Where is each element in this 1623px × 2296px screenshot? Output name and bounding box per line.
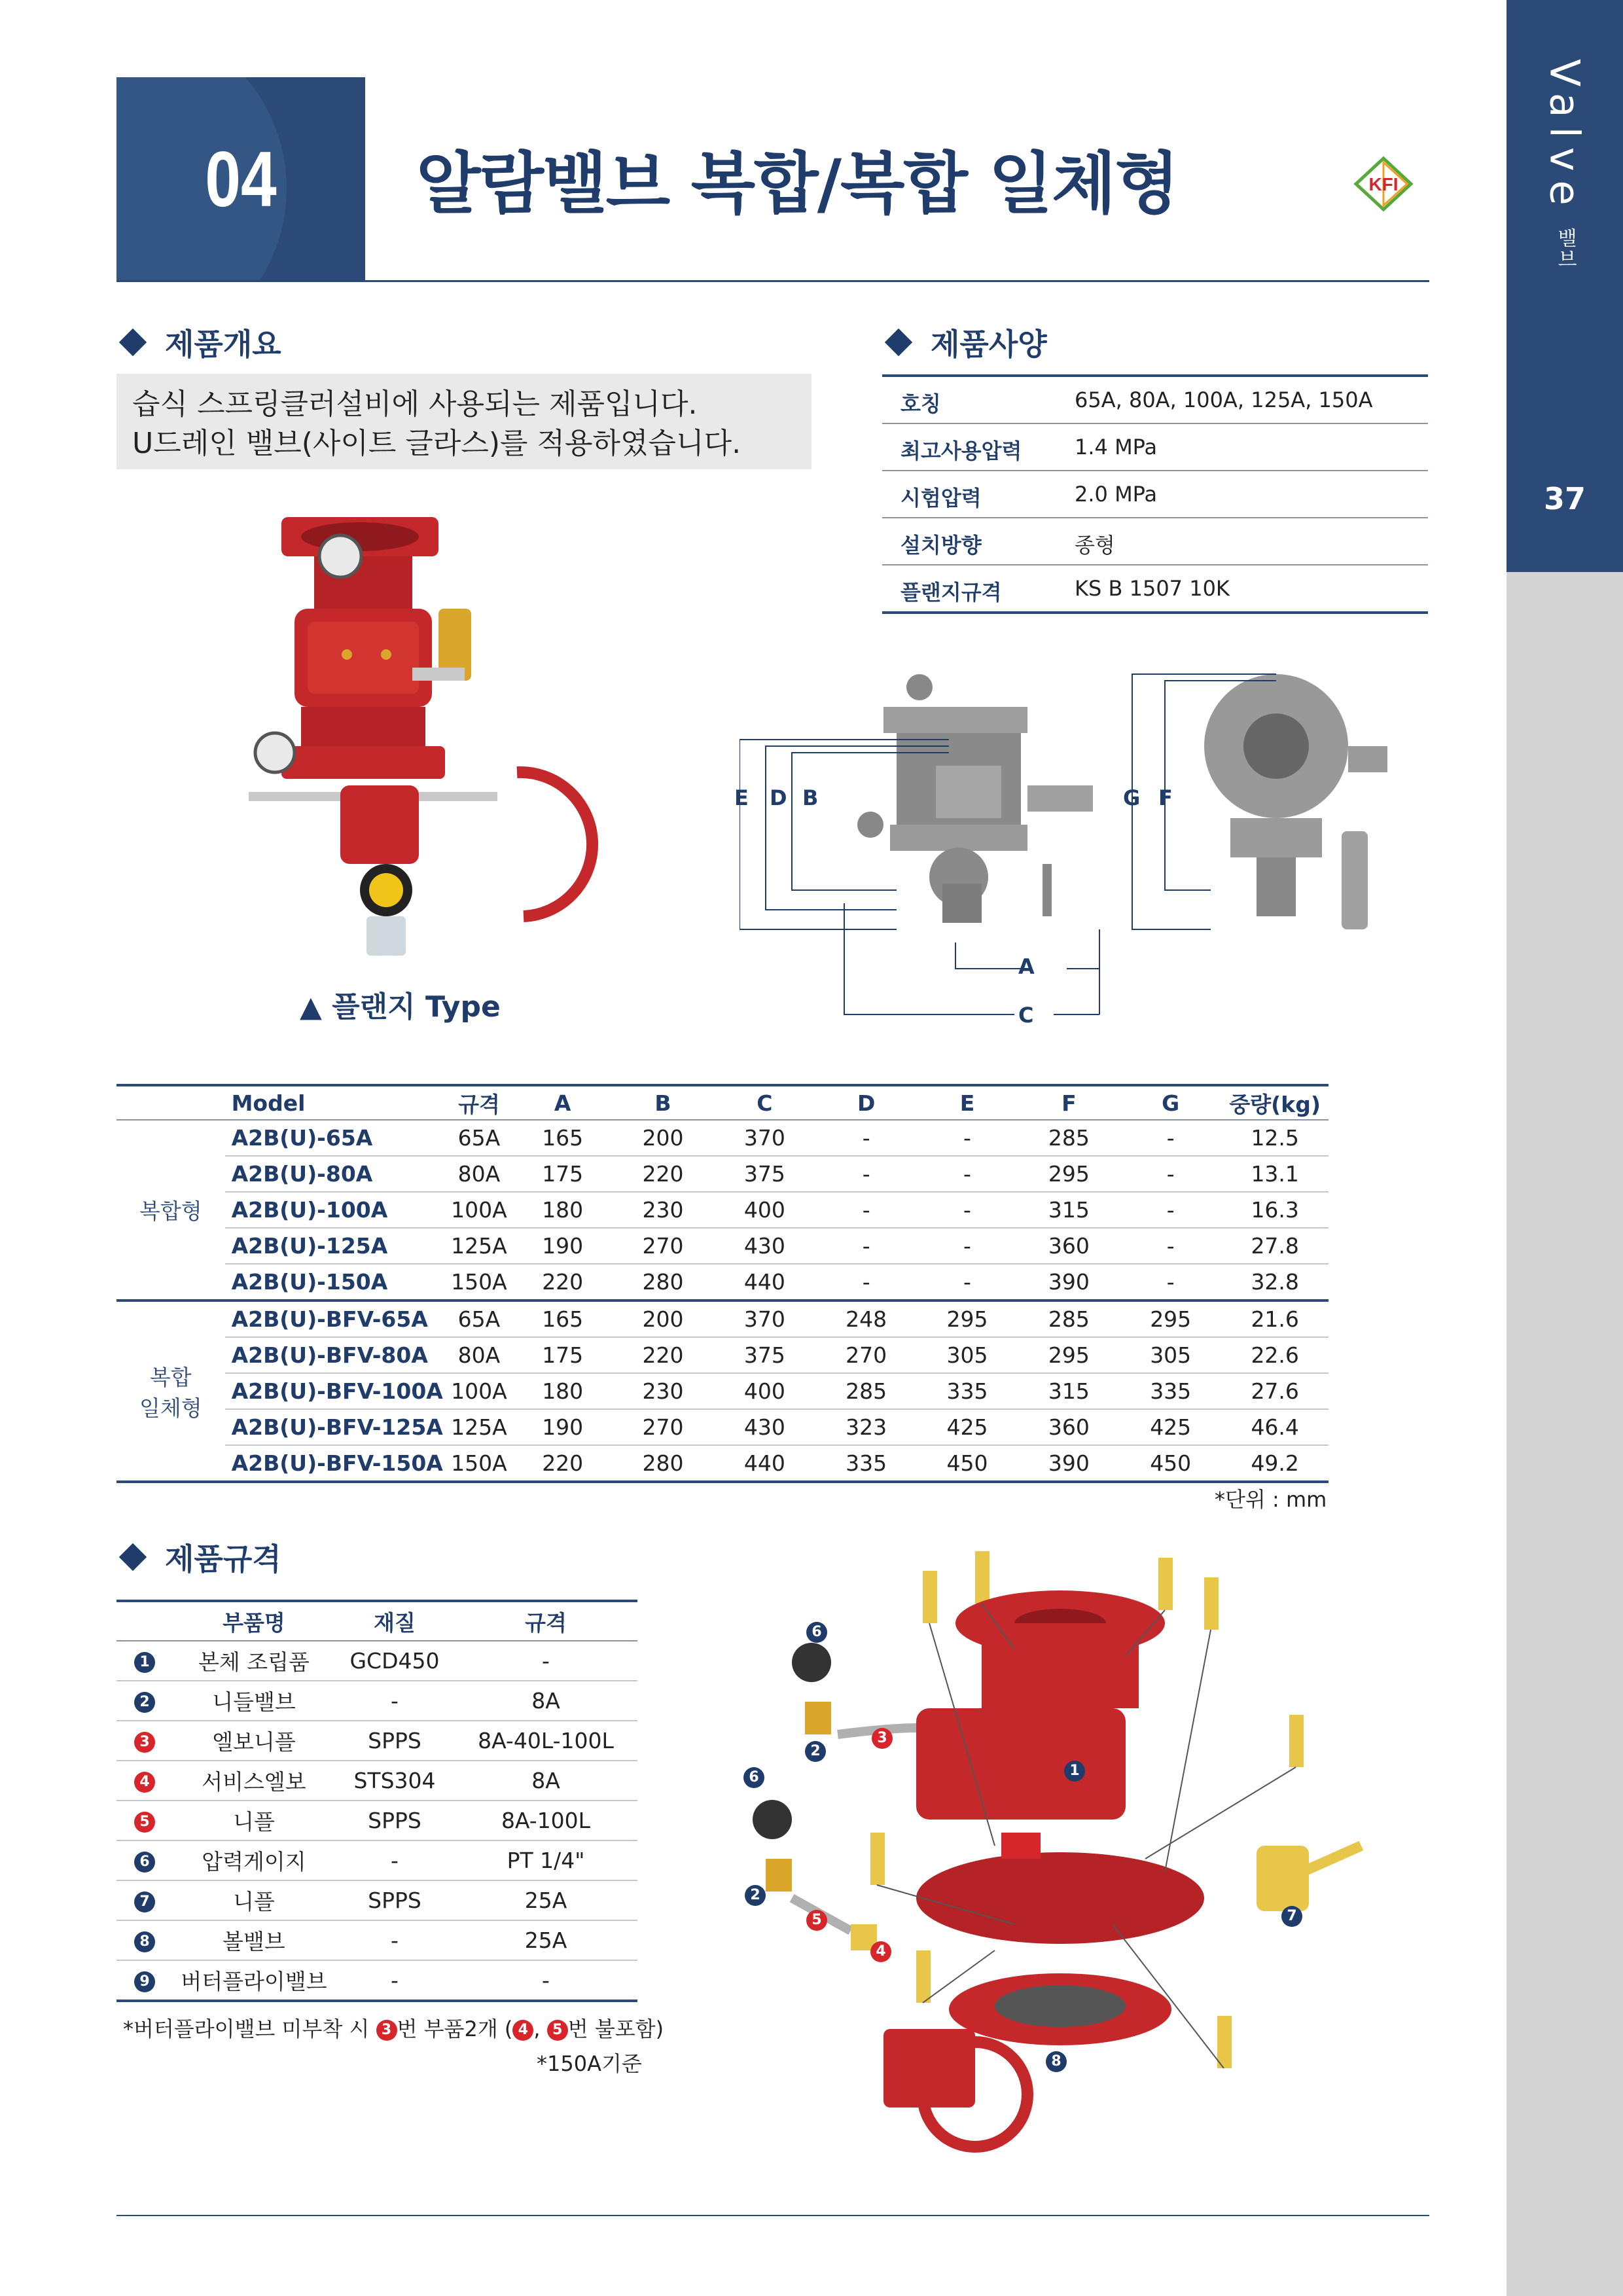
cell: 335 [916,1373,1018,1409]
model-cell: A2B(U)-150A [225,1264,446,1300]
unit-note: *단위 : mm [1215,1487,1327,1512]
cell: 180 [512,1373,613,1409]
cell: 180 [512,1192,613,1228]
part-spec: 8A [454,1681,637,1721]
cell: - [916,1156,1018,1192]
cell: 270 [613,1228,713,1264]
cell: 65A [446,1300,512,1337]
cell: 323 [816,1409,916,1445]
side-word: Valve [1541,59,1589,215]
cell: 270 [613,1409,713,1445]
col-header: 재질 [335,1601,454,1641]
table-row [116,1264,1329,1300]
cell: - [916,1192,1018,1228]
cell: - [816,1228,916,1264]
cell: - [1120,1156,1221,1192]
cell: 285 [1018,1300,1120,1337]
cell: 285 [1018,1120,1120,1156]
col-header: B [613,1085,713,1120]
col-group [116,1085,225,1120]
overview-box [116,374,812,469]
table-row [116,1721,637,1761]
spec-row [882,377,1428,424]
col-header: F [1018,1085,1120,1120]
parts-note-2: *150A기준 [537,2051,642,2076]
dim-label-e: E [734,785,749,810]
part-number-badge: 7 [134,1892,155,1912]
specs-heading-text: 제품사양 [931,327,1047,362]
cell: 220 [512,1264,613,1300]
parts-heading [116,1535,281,1579]
group-label [116,1300,225,1482]
part-spec: 8A [454,1761,637,1801]
cell: 16.3 [1221,1192,1329,1228]
header-divider [116,280,1429,282]
model-cell: A2B(U)-BFV-150A [225,1445,446,1482]
cell: 370 [713,1120,816,1156]
table-row [116,1681,637,1721]
part-name: 버터플라이밸브 [173,1960,335,2001]
col-header: 규격 [446,1085,512,1120]
cell: 360 [1018,1409,1120,1445]
part-number-badge: 5 [134,1812,155,1833]
part-name: 본체 조립품 [173,1641,335,1681]
cell: 220 [613,1337,713,1373]
callout-6: 6 [806,1622,827,1643]
cell: 450 [1120,1445,1221,1482]
cell: 375 [713,1337,816,1373]
part-material: SPPS [335,1880,454,1920]
cell: 200 [613,1120,713,1156]
spec-value: 종형 [1075,533,1115,558]
cell: 430 [713,1409,816,1445]
dimension-drawing [740,668,1433,1034]
dim-label-c: C [1018,1003,1034,1028]
note-text: , [533,2017,547,2041]
cell: - [1120,1192,1221,1228]
callout-3: 3 [872,1728,893,1749]
cell: 220 [512,1445,613,1482]
table-row [116,1801,637,1840]
cell: 150A [446,1445,512,1482]
spec-value: 2.0 MPa [1075,482,1158,507]
col-header: A [512,1085,613,1120]
overview-line-2: U드레인 밸브(사이트 글라스)를 적용하였습니다. [132,427,741,460]
cell: 390 [1018,1264,1120,1300]
part-material: - [335,1681,454,1721]
callout-2: 2 [805,1741,826,1762]
cell: 150A [446,1264,512,1300]
table-row [116,1960,637,2001]
cell: 190 [512,1409,613,1445]
group-label-line-2: 일체형 [139,1395,202,1421]
cell: 200 [613,1300,713,1337]
part-number-badge: 2 [134,1692,155,1713]
cell: 285 [816,1373,916,1409]
cell: 375 [713,1156,816,1192]
cell: 280 [613,1445,713,1482]
cell: 21.6 [1221,1300,1329,1337]
cell: 450 [916,1445,1018,1482]
cell: - [816,1120,916,1156]
dim-label-a: A [1018,954,1035,979]
cell: 295 [916,1300,1018,1337]
spec-key: 설치방향 [901,533,982,558]
diamond-bullet-icon [885,329,912,356]
cell: 425 [1120,1409,1221,1445]
cell: - [1120,1120,1221,1156]
spec-value: KS B 1507 10K [1075,576,1230,601]
part-number-badge: 1 [134,1652,155,1673]
part-name: 니플 [173,1880,335,1920]
cell: 175 [512,1156,613,1192]
part-material: SPPS [335,1721,454,1761]
spec-row [882,565,1428,614]
specs-heading [882,321,1047,364]
cell: 360 [1018,1228,1120,1264]
model-cell: A2B(U)-BFV-80A [225,1337,446,1373]
model-cell: A2B(U)-100A [225,1192,446,1228]
group-label-line-1: 복합 [149,1364,192,1390]
col-header: D [816,1085,916,1120]
overview-heading-text: 제품개요 [165,327,281,362]
part-name: 니플 [173,1801,335,1840]
cell: 305 [916,1337,1018,1373]
part-material: - [335,1960,454,2001]
table-row [116,1120,1329,1156]
part-name: 볼밸브 [173,1920,335,1960]
cell: 425 [916,1409,1018,1445]
cell: 248 [816,1300,916,1337]
table-row [116,1373,1329,1409]
model-cell: A2B(U)-65A [225,1120,446,1156]
parts-heading-text: 제품규격 [165,1541,281,1577]
cell: - [916,1228,1018,1264]
table-row [116,1761,637,1801]
note-text: *버터플라이밸브 미부착 시 [123,2017,376,2041]
table-row [116,1337,1329,1373]
table-row [116,1300,1329,1337]
cell: 440 [713,1445,816,1482]
cell: 100A [446,1373,512,1409]
cell: 175 [512,1337,613,1373]
cell: 32.8 [1221,1264,1329,1300]
spec-value: 65A, 80A, 100A, 125A, 150A [1075,387,1373,412]
table-row [116,1409,1329,1445]
col-header: G [1120,1085,1221,1120]
part-name: 압력게이지 [173,1840,335,1880]
cell: 80A [446,1337,512,1373]
cell: 230 [613,1192,713,1228]
cell: 12.5 [1221,1120,1329,1156]
chapter-number-box [116,77,365,281]
spec-key: 최고사용압력 [901,439,1022,463]
part-number-badge: 3 [134,1732,155,1753]
part-spec: 25A [454,1920,637,1960]
cell: 315 [1018,1192,1120,1228]
cell: 390 [1018,1445,1120,1482]
cell: 305 [1120,1337,1221,1373]
part-spec: 8A-40L-100L [454,1721,637,1761]
note-badge: 4 [512,2020,533,2041]
callout-8: 8 [1046,2051,1067,2072]
callout-6b: 6 [743,1767,764,1788]
model-cell: A2B(U)-80A [225,1156,446,1192]
footer-divider [116,2215,1429,2216]
col-header: 규격 [454,1601,637,1641]
part-spec: PT 1/4" [454,1840,637,1880]
cell: 190 [512,1228,613,1264]
col-no [116,1601,173,1641]
cell: - [816,1264,916,1300]
cell: 230 [613,1373,713,1409]
part-number-badge: 4 [134,1772,155,1793]
spec-key: 시험압력 [901,486,982,511]
cell: 315 [1018,1373,1120,1409]
cell: 46.4 [1221,1409,1329,1445]
spec-row [882,424,1428,471]
cell: 295 [1018,1337,1120,1373]
chapter-number: 04 [205,135,277,223]
dimension-table [116,1084,1329,1483]
cell: 80A [446,1156,512,1192]
model-cell: A2B(U)-125A [225,1228,446,1264]
cell: 65A [446,1120,512,1156]
note-text: 번 불포함) [567,2017,664,2041]
spec-key: 호칭 [901,391,941,416]
model-cell: A2B(U)-BFV-100A [225,1373,446,1409]
cell: - [816,1156,916,1192]
cell: 430 [713,1228,816,1264]
cell: 335 [1120,1373,1221,1409]
dim-label-d: D [770,785,787,810]
cell: - [816,1192,916,1228]
col-header: 부품명 [173,1601,335,1641]
part-number-badge: 6 [134,1852,155,1873]
cell: 165 [512,1120,613,1156]
table-row [116,1840,637,1880]
cell: 270 [816,1337,916,1373]
parts-note [123,2013,664,2043]
note-text: 번 부품2개 ( [397,2017,513,2041]
table-row [116,1880,637,1920]
part-name: 니들밸브 [173,1681,335,1721]
cell: 295 [1018,1156,1120,1192]
cell: 100A [446,1192,512,1228]
part-spec: - [454,1960,637,2001]
kfi-logo [1353,156,1414,212]
group-label: 복합형 [116,1120,225,1300]
cell: 125A [446,1228,512,1264]
dim-label-f: F [1158,785,1173,810]
table-row [116,1156,1329,1192]
side-category-label [1507,59,1623,334]
callout-1: 1 [1064,1761,1085,1782]
cell: 220 [613,1156,713,1192]
page-title: 알람밸브 복합/복합 일체형 [416,145,1179,223]
callout-4: 4 [870,1941,891,1962]
cell: 49.2 [1221,1445,1329,1482]
alarm-valve-photo [216,511,609,969]
part-material: SPPS [335,1801,454,1840]
col-header: E [916,1085,1018,1120]
part-name: 서비스엘보 [173,1761,335,1801]
callout-2b: 2 [745,1885,766,1906]
table-row [116,1192,1329,1228]
dim-label-b: B [802,785,819,810]
part-material: - [335,1920,454,1960]
note-badge: 3 [376,2020,397,2041]
diamond-bullet-icon [119,329,147,356]
part-spec: 25A [454,1880,637,1920]
cell: 125A [446,1409,512,1445]
cell: - [916,1120,1018,1156]
part-material: GCD450 [335,1641,454,1681]
parts-header-row [116,1601,637,1641]
callout-7: 7 [1281,1906,1302,1927]
spec-row [882,518,1428,565]
table-row [116,1641,637,1681]
part-material: STS304 [335,1761,454,1801]
diamond-bullet-icon [119,1543,147,1571]
part-number-badge: 9 [134,1971,155,1992]
callout-5: 5 [806,1910,827,1931]
cell: 13.1 [1221,1156,1329,1192]
kfi-logo-text: KFI [1368,174,1399,194]
dimension-header-row [116,1085,1329,1120]
cell: 165 [512,1300,613,1337]
part-number-badge: 8 [134,1931,155,1952]
table-row [116,1920,637,1960]
cell: 27.8 [1221,1228,1329,1264]
product-caption: ▲ 플랜지 Type [300,990,501,1024]
spec-key: 플랜지규격 [901,580,1002,605]
model-cell: A2B(U)-BFV-125A [225,1409,446,1445]
cell: - [916,1264,1018,1300]
cell: 27.6 [1221,1373,1329,1409]
part-name: 엘보니플 [173,1721,335,1761]
note-badge: 5 [547,2020,568,2041]
spec-value: 1.4 MPa [1075,435,1158,459]
cell: - [1120,1228,1221,1264]
cell: 22.6 [1221,1337,1329,1373]
side-sub-word: 밸브 [1554,227,1577,270]
col-header: Model [225,1085,446,1120]
cell: 400 [713,1373,816,1409]
cell: 370 [713,1300,816,1337]
overview-line-1: 습식 스프링클러설비에 사용되는 제품입니다. [132,387,698,421]
cell: 335 [816,1445,916,1482]
cell: 280 [613,1264,713,1300]
table-row [116,1445,1329,1482]
part-material: - [335,1840,454,1880]
spec-row [882,471,1428,518]
part-spec: 8A-100L [454,1801,637,1840]
cell: 400 [713,1192,816,1228]
cell: 295 [1120,1300,1221,1337]
cell: - [1120,1264,1221,1300]
cell: 440 [713,1264,816,1300]
model-cell: A2B(U)-BFV-65A [225,1300,446,1337]
overview-heading [116,321,281,364]
part-spec: - [454,1641,637,1681]
col-header: C [713,1085,816,1120]
parts-table [116,1600,637,2002]
page-number: 37 [1543,481,1586,516]
dim-label-g: G [1123,785,1141,810]
table-row [116,1228,1329,1264]
col-header: 중량(kg) [1221,1085,1329,1120]
